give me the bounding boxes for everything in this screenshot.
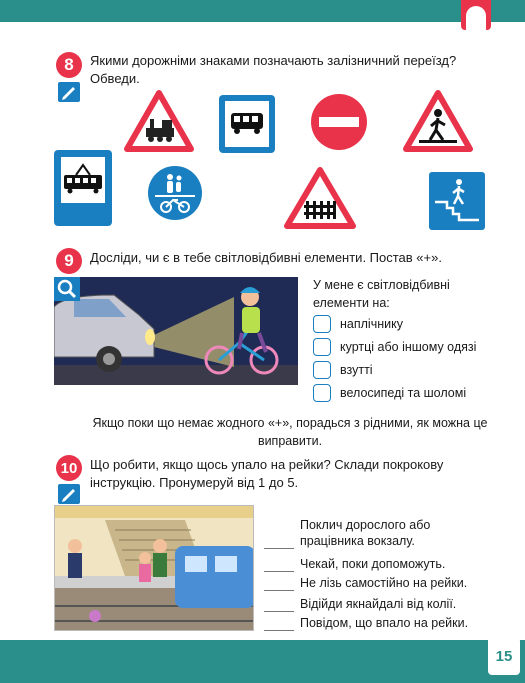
- pencil-icon: [58, 484, 80, 504]
- step-text: Відійди якнайдалі від колії.: [300, 597, 457, 611]
- task9-note: Якщо поки що немає жодного «+», порадься з рідними, як можна це виправити.: [92, 416, 488, 448]
- checkbox-shoes[interactable]: [313, 361, 331, 379]
- option-label: куртці або іншому одязі: [340, 340, 477, 354]
- option-backpack: [313, 315, 403, 333]
- step-2: [264, 556, 445, 572]
- answer-blank[interactable]: [264, 618, 294, 631]
- reflective-elements-illustration: [54, 277, 298, 385]
- checkbox-backpack[interactable]: [313, 315, 331, 333]
- bottom-bar: [0, 640, 525, 683]
- magnifier-icon: [54, 277, 80, 301]
- no-entry-sign[interactable]: [310, 93, 368, 151]
- option-label: взутті: [340, 363, 373, 377]
- task-number-10: 10: [56, 455, 82, 481]
- railway-crossing-barrier-sign[interactable]: [284, 167, 356, 229]
- step-text: Поклич дорослого або працівника вокзалу.: [300, 518, 431, 548]
- answer-blank[interactable]: [264, 578, 294, 591]
- tram-stop-sign[interactable]: [54, 150, 112, 226]
- railway-crossing-with-barrier-sign[interactable]: [124, 90, 194, 152]
- answer-blank[interactable]: [264, 536, 294, 549]
- step-5: [264, 615, 468, 631]
- option-shoes: [313, 361, 373, 379]
- option-label: велосипеді та шоломі: [340, 386, 467, 400]
- step-1: [264, 517, 460, 549]
- page-number: 15: [488, 637, 520, 675]
- pedestrian-and-bicycle-path-sign[interactable]: [147, 165, 203, 221]
- option-label: наплічнику: [340, 317, 403, 331]
- task10-question: Що робити, якщо щось упало на рейки? Склади покрокову інструкцію. Пронумеруй від 1 до 5.: [90, 457, 444, 490]
- bus-stop-sign[interactable]: [219, 95, 275, 153]
- answer-blank[interactable]: [264, 599, 294, 612]
- step-text: Повідом, що впало на рейки.: [300, 616, 469, 630]
- step-4: [264, 596, 456, 612]
- task8-question: Якими дорожніми знаками позначають залізничний переїзд? Обведи.: [90, 53, 457, 86]
- step-3: [264, 575, 467, 591]
- bookmark-tab: [461, 0, 491, 30]
- top-bar: [0, 0, 525, 22]
- answer-blank[interactable]: [264, 559, 294, 572]
- task9-intro: У мене є світловідбивні елементи на:: [313, 278, 450, 310]
- railway-station-illustration: [54, 505, 254, 631]
- step-text: Чекай, поки допоможуть.: [300, 557, 446, 571]
- option-bicycle-helmet: [313, 384, 466, 402]
- checkbox-bicycle-helmet[interactable]: [313, 384, 331, 402]
- option-jacket: [313, 338, 476, 356]
- step-text: Не лізь самостійно на рейки.: [300, 576, 468, 590]
- task-number-8: 8: [56, 52, 82, 78]
- checkbox-jacket[interactable]: [313, 338, 331, 356]
- underpass-sign[interactable]: [429, 172, 485, 230]
- task-number-9: 9: [56, 248, 82, 274]
- pencil-icon: [58, 82, 80, 102]
- task9-question: Досліди, чи є в тебе світловідбивні елементи. Постав «+».: [90, 250, 442, 265]
- pedestrian-crossing-sign[interactable]: [403, 90, 473, 152]
